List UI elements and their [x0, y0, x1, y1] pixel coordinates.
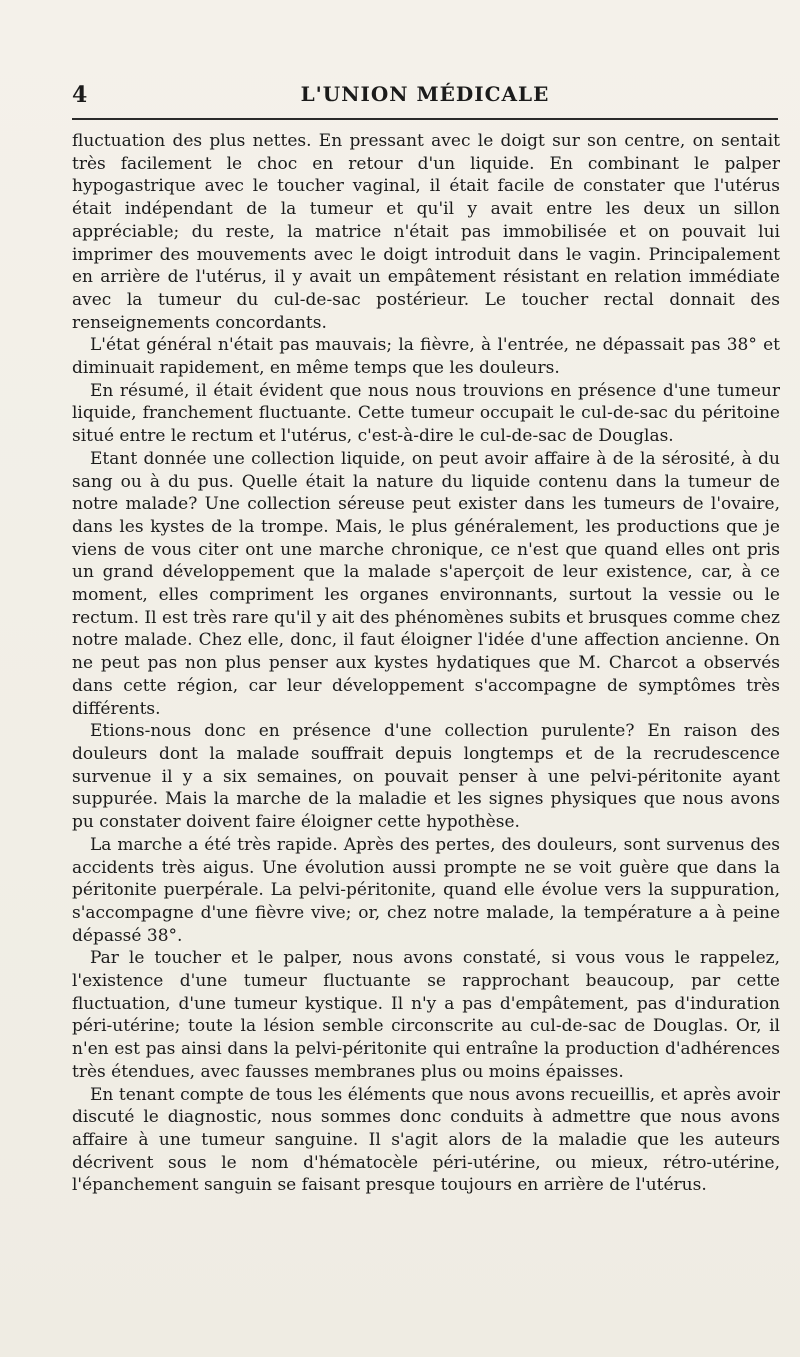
article-body [72, 130, 780, 1197]
paragraph: En tenant compte de tous les éléments que nous avons recueillis, et après avoir discuté le diagnostic, nous sommes donc conduits à admettre que nous avons affaire à une tumeur sanguine. Il s'agit alors de la maladie que les auteurs décrivent sous le nom d'hématocèle péri-utérine, ou mieux, rétro-utérine, l'épanchement sanguin se faisant presque toujours en arrière de l'utérus. [72, 1084, 780, 1196]
paragraph: La marche a été très rapide. Après des pertes, des douleurs, sont survenus des accidents très aigus. Une évolution aussi prompte ne se voit guère que dans la péritonite puerpérale. La pelvi-péritonite, quand elle évolue vers la suppuration, s'accompagne d'une fièvre vive; or, chez notre malade, la température a à peine dépassé 38°. [72, 834, 780, 946]
paragraph: L'état général n'était pas mauvais; la fièvre, à l'entrée, ne dépassait pas 38° et diminuait rapidement, en même temps que les douleurs. [72, 335, 780, 379]
paragraph: Etant donnée une collection liquide, on peut avoir affaire à de la sérosité, à du sang ou à du pus. Quelle était la nature du liquide contenu dans la tumeur de notre malade? Une collection séreuse peut exister dans les tumeurs de l'ovaire, dans les kystes de la trompe. Mais, le plus généralement, les productions que je viens de vous citer ont une marche chronique, ce n'est que quand elles ont pris un grand développement que la malade s'aperçoit de leur existence, car, à ce moment, elles compriment les organes environnants, surtout la vessie ou le rectum. Il est très rare qu'il y ait des phénomènes subits et brusques comme chez notre malade. Chez elle, donc, il faut éloigner l'idée d'une affection ancienne. On ne peut pas non plus penser aux kystes hydatiques que M. Charcot a observés dans cette région, car leur développement s'accompagne de symptômes très différents. [72, 448, 780, 719]
page-number: 4 [72, 82, 88, 108]
paragraph: En résumé, il était évident que nous nous trouvions en présence d'une tumeur liquide, franchement fluctuante. Cette tumeur occupait le cul-de-sac du péritoine situé entre le rectum et l'utérus, c'est-à-dire le cul-de-sac de Douglas. [72, 380, 780, 447]
paragraph: fluctuation des plus nettes. En pressant avec le doigt sur son centre, on sentait très facilement le choc en retour d'un liquide. En combinant le palper hypogastrique avec le toucher vaginal, il était facile de constater que l'utérus était indépendant de la tumeur et qu'il y avait entre les deux un sillon appréciable; du reste, la matrice n'était pas immobilisée et on pouvait lui imprimer des mouvements avec le doigt introduit dans le vagin. Principalement en arrière de l'utérus, il y avait un empâtement résistant en relation immédiate avec la tumeur du cul-de-sac postérieur. Le toucher rectal donnait des renseignements concordants. [72, 131, 780, 333]
journal-title: L'UNION MÉDICALE [300, 82, 550, 106]
page-header [72, 82, 778, 116]
header-rule [72, 118, 778, 120]
paragraph: Par le toucher et le palper, nous avons constaté, si vous vous le rappelez, l'existence d'une tumeur fluctuante se rapprochant beaucoup, par cette fluctuation, d'une tumeur kystique. Il n'y a pas d'empâtement, pas d'induration péri-utérine; toute la lésion semble circonscrite au cul-de-sac de Douglas. Or, il n'en est pas ainsi dans la pelvi-péritonite qui entraîne la production d'adhérences très étendues, avec fausses membranes plus ou moins épaisses. [72, 948, 780, 1082]
paragraph: Etions-nous donc en présence d'une collection purulente? En raison des douleurs dont la malade souffrait depuis longtemps et de la recrudescence survenue il y a six semaines, on pouvait penser à une pelvi-péritonite ayant suppurée. Mais la marche de la maladie et les signes physiques que nous avons pu constater doivent faire éloigner cette hypothèse. [72, 721, 780, 833]
